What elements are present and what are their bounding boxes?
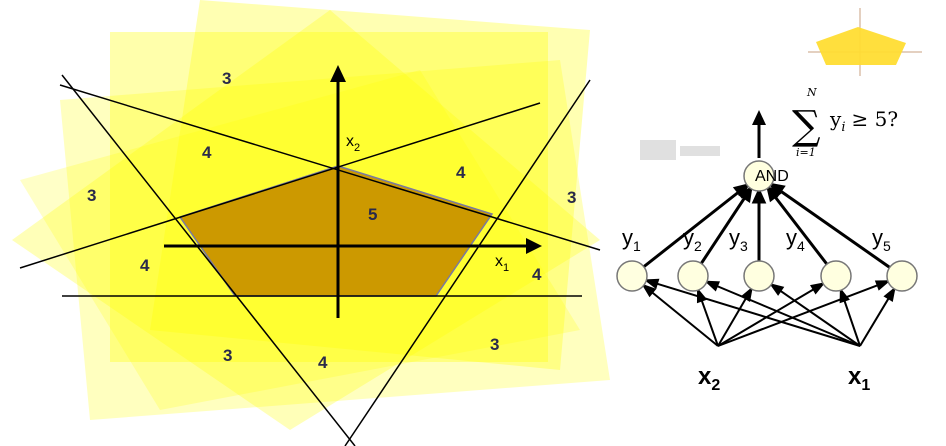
hidden-label: $y_1$ — [622, 225, 641, 254]
region-count: 4 — [140, 256, 150, 275]
faded-artifact — [640, 140, 720, 160]
hidden-label: $y_4$ — [786, 225, 805, 254]
faded-artifact-block — [640, 140, 676, 160]
hidden-node — [678, 261, 708, 291]
hidden-node — [617, 261, 647, 291]
formula-sigma: ∑ — [792, 103, 821, 149]
hidden-node — [887, 261, 917, 291]
input-edge — [843, 296, 860, 346]
and-label: AND — [755, 168, 789, 185]
input-edge — [860, 294, 891, 346]
input-label-x1: $x_1$ — [848, 363, 871, 394]
input-edge — [718, 287, 818, 346]
input-edge-head — [876, 281, 888, 289]
region-count: 3 — [567, 188, 577, 207]
hidden-edge — [772, 193, 836, 276]
hidden-label: $y_3$ — [729, 225, 748, 254]
faded-artifact-block — [680, 146, 720, 156]
region-count: 3 — [223, 346, 233, 365]
hidden-label: $y_5$ — [872, 225, 891, 254]
region-count: 4 — [456, 163, 466, 182]
hidden-node — [821, 261, 851, 291]
region-count: 3 — [87, 186, 97, 205]
thumbnail-pentagon — [816, 27, 906, 65]
output-arrowhead — [752, 110, 766, 125]
pentagon-thumbnail — [808, 8, 922, 76]
hidden-node — [744, 261, 774, 291]
input-edge-head — [698, 290, 706, 302]
region-count: 4 — [202, 143, 212, 162]
input-edge-head — [812, 284, 824, 293]
region-count: 3 — [222, 69, 232, 88]
sum-formula — [792, 86, 898, 159]
formula-lower-limit: i=1 — [796, 146, 816, 159]
hidden-edge-head — [754, 191, 764, 202]
formula-upper-limit: N — [807, 86, 817, 99]
x1-axis-label: $x_1$ — [495, 253, 510, 274]
input-edge — [718, 294, 748, 346]
input-edge-head — [771, 285, 782, 295]
input-label-x2: $x_2$ — [698, 363, 721, 394]
x2-axis-label: $x_2$ — [346, 133, 361, 154]
input-edge-head — [742, 289, 751, 301]
input-edge-head — [885, 289, 894, 300]
hidden-label: $y_2$ — [683, 225, 702, 254]
formula-term: $y_i \ge 5$? — [830, 107, 899, 135]
input-edges — [644, 280, 895, 346]
region-count: 4 — [532, 265, 542, 284]
region-count-center: 5 — [368, 205, 378, 224]
region-count: 4 — [318, 353, 328, 372]
region-count: 3 — [490, 335, 500, 354]
input-edge — [652, 282, 860, 346]
input-edge-head — [707, 282, 719, 290]
hidden-edges — [632, 185, 902, 276]
